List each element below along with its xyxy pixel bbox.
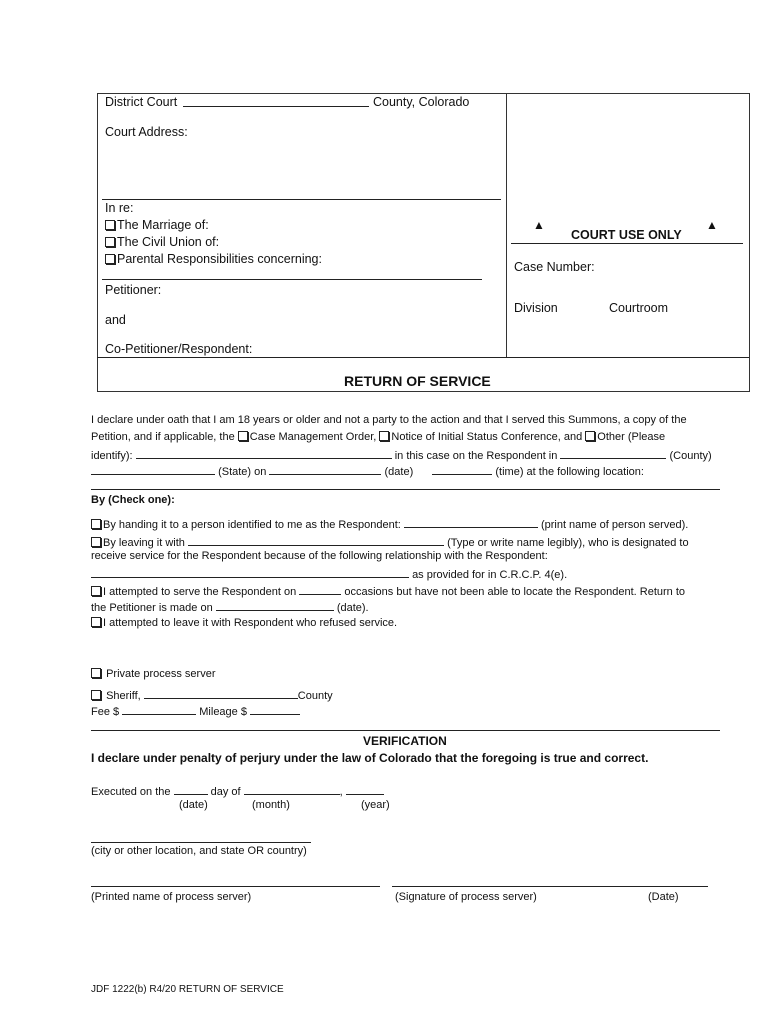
checkbox-icon[interactable] (91, 668, 101, 678)
county-label: (County) (669, 450, 712, 462)
checkbox-icon[interactable] (105, 237, 115, 247)
executed-line (91, 783, 384, 798)
respondent-in-label: in this case on the Respondent in (394, 450, 558, 462)
other-label: Other (Please (597, 431, 666, 443)
month-field[interactable] (244, 783, 340, 795)
designee-name-field[interactable] (188, 534, 444, 546)
option-leaving (91, 534, 689, 549)
time-field[interactable] (432, 463, 492, 475)
return-petitioner-line (91, 599, 369, 614)
parties-name-line (102, 279, 482, 280)
courtroom-label: Courtroom (609, 301, 669, 315)
verification-statement: I declare under penalty of perjury under the law of Colorado that the foregoing is true and correct. (91, 751, 649, 765)
year-field[interactable] (346, 783, 384, 795)
designated-label: (Type or write name legibly), who is designated to (447, 537, 689, 549)
mileage-field[interactable] (250, 703, 300, 715)
identify-label: identify): (91, 450, 133, 462)
division-label: Division (514, 301, 558, 315)
city-line[interactable] (91, 842, 311, 843)
marriage-option[interactable] (105, 218, 209, 232)
court-use-only-label: COURT USE ONLY (571, 228, 682, 242)
notice-status-conference-label: Notice of Initial Status Conference, and (391, 431, 583, 443)
fee-field[interactable] (122, 703, 196, 715)
checkbox-icon[interactable] (91, 586, 101, 596)
and-label: and (105, 313, 126, 327)
sheriff-option (91, 687, 333, 702)
private-server-option (91, 668, 216, 680)
signature-line[interactable] (392, 886, 708, 887)
day-field[interactable] (174, 783, 208, 795)
return-date-label: (date). (336, 602, 369, 614)
county-colorado-label: County, Colorado (373, 95, 470, 109)
parental-option[interactable] (105, 252, 322, 266)
leaving-label: By leaving it with (103, 537, 185, 549)
return-petitioner-label: the Petitioner is made on (91, 602, 213, 614)
refused-label: I attempted to leave it with Respondent who refused service. (103, 617, 398, 629)
city-label: (city or other location, and state OR country) (91, 845, 307, 857)
district-court-field[interactable] (183, 95, 369, 107)
checkbox-icon[interactable] (105, 220, 115, 230)
marriage-label: The Marriage of: (117, 218, 209, 232)
verification-heading: VERIFICATION (363, 734, 447, 748)
co-petitioner-label: Co-Petitioner/Respondent: (105, 342, 253, 356)
year-sublabel: (year) (361, 799, 390, 811)
print-name-label: (print name of person served). (540, 519, 689, 531)
case-number-label: Case Number: (514, 260, 595, 274)
title-row-divider (97, 357, 749, 358)
location-line[interactable] (91, 489, 720, 490)
fee-label: Fee $ (91, 706, 120, 718)
checkbox-icon[interactable] (105, 254, 115, 264)
triangle-up-icon: ▲ (706, 218, 718, 232)
case-management-order-label: Case Management Order, (249, 431, 377, 443)
printed-name-line[interactable] (91, 886, 380, 887)
attempted-label: I attempted to serve the Respondent on (103, 586, 297, 598)
option-handing (91, 516, 688, 531)
sheriff-county-field[interactable] (144, 687, 298, 699)
checkbox-icon[interactable] (585, 431, 595, 441)
executed-on-label: Executed on the (91, 786, 171, 798)
state-label: (State) on (218, 466, 267, 478)
option-attempted (91, 583, 685, 598)
address-divider (102, 199, 501, 200)
month-sublabel: (month) (252, 799, 290, 811)
sheriff-county-label: County (297, 690, 333, 702)
court-address-label: Court Address: (105, 125, 188, 139)
comma: , (339, 786, 343, 798)
in-re-label: In re: (105, 201, 134, 215)
parental-label: Parental Responsibilities concerning: (117, 252, 322, 266)
time-label: (time) at the following location: (495, 466, 644, 478)
identify-field[interactable] (136, 447, 392, 459)
occasions-field[interactable] (299, 583, 341, 595)
option-refused (91, 617, 397, 629)
checkbox-icon[interactable] (91, 617, 101, 627)
mileage-label: Mileage $ (199, 706, 247, 718)
declaration-line-3 (91, 447, 712, 462)
person-served-field[interactable] (404, 516, 538, 528)
relationship-text: receive service for the Respondent because of the following relationship with the Respondent: (91, 550, 548, 562)
checkbox-icon[interactable] (91, 690, 101, 700)
county-field[interactable] (560, 447, 666, 459)
private-server-label: Private process server (106, 668, 216, 680)
date-label: (date) (384, 466, 414, 478)
fee-mileage-row (91, 703, 300, 718)
sheriff-label: Sheriff, (106, 690, 141, 702)
page-title: RETURN OF SERVICE (344, 373, 491, 389)
civil-union-option[interactable] (105, 235, 219, 249)
state-field[interactable] (91, 463, 215, 475)
signature-label: (Signature of process server) (395, 891, 537, 903)
printed-name-label: (Printed name of process server) (91, 891, 252, 903)
declaration-line-2 (91, 431, 665, 443)
triangle-up-icon: ▲ (533, 218, 545, 232)
date-sublabel: (date) (179, 799, 208, 811)
date-field[interactable] (269, 463, 381, 475)
court-use-only-divider (511, 243, 743, 244)
handing-label: By handing it to a person identified to me as the Respondent: (103, 519, 401, 531)
occasions-label: occasions but have not been able to locate the Respondent. Return to (344, 586, 685, 598)
checkbox-icon[interactable] (238, 431, 248, 441)
civil-union-label: The Civil Union of: (117, 235, 220, 249)
checkbox-icon[interactable] (379, 431, 389, 441)
relationship-line (91, 566, 567, 581)
district-court-label: District Court (105, 95, 178, 109)
declaration-text: Petition, and if applicable, the (91, 431, 235, 443)
signature-date-label: (Date) (648, 891, 679, 903)
day-of-label: day of (210, 786, 241, 798)
verification-divider (91, 730, 720, 731)
petitioner-label: Petitioner: (105, 283, 162, 297)
footer: JDF 1222(b) R4/20 RETURN OF SERVICE (91, 984, 284, 995)
crcp-label: as provided for in C.R.C.P. 4(e). (412, 569, 568, 581)
declaration-line-4 (91, 463, 644, 478)
checkbox-icon[interactable] (91, 519, 101, 529)
return-date-field[interactable] (216, 599, 334, 611)
relationship-field[interactable] (91, 566, 409, 578)
checkbox-icon[interactable] (91, 537, 101, 547)
declaration-line-1: I declare under oath that I am 18 years or older and not a party to the action and that I served this Summons, a copy of the (91, 414, 687, 426)
by-check-one-label: By (Check one): (91, 494, 175, 506)
caption-divider (506, 93, 507, 357)
